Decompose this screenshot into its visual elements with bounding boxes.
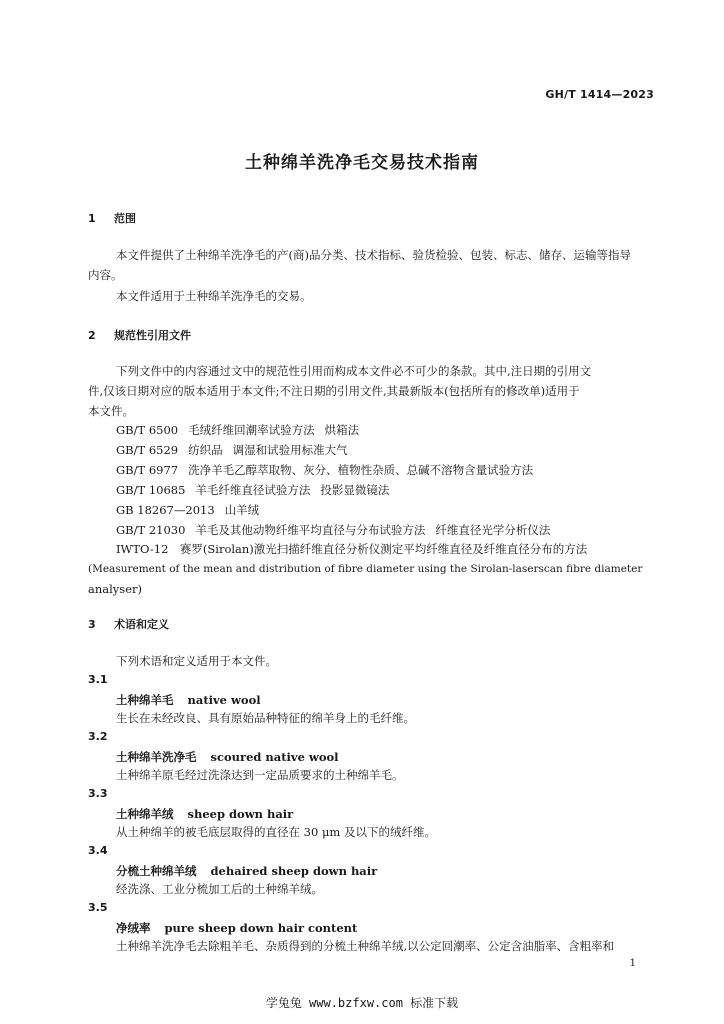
term-en: dehaired sheep down hair — [210, 864, 378, 878]
reference-code: GB/T 21030 — [116, 523, 186, 537]
term-definition: 土种绵羊洗净毛去除粗羊毛、杂质得到的分梳土种绵羊绒,以公定回潮率、公定含油脂率、含粗率和 — [116, 939, 615, 953]
reference-code: GB/T 6977 — [116, 463, 179, 477]
term-number: 3.2 — [88, 730, 108, 743]
reference-item — [116, 523, 550, 537]
term-zh: 净绒率 — [116, 921, 151, 935]
term-heading — [116, 863, 377, 879]
reference-iwto-line1: IWTO-12 赛罗(Sirolan)激光扫描纤维直径分析仪测定平均纤维直径及纤维直径分布的方法 — [116, 542, 588, 556]
reference-extra: 调湿和试验用标准大气 — [232, 443, 348, 457]
term-en: sheep down hair — [187, 807, 294, 821]
term-heading — [116, 920, 357, 936]
section-1-para1-line2: 内容。 — [88, 268, 123, 282]
term-zh: 分梳土种绵羊绒 — [116, 864, 197, 878]
reference-item — [116, 443, 348, 457]
term-definition: 土种绵羊原毛经过洗涤达到一定品质要求的土种绵羊毛。 — [116, 768, 404, 782]
term-number: 3.5 — [88, 901, 108, 914]
reference-iwto-line2: (Measurement of the mean and distribution of fibre diameter using the Sirolan-laserscan fibre diameter — [88, 563, 643, 575]
reference-iwto-line3: analyser) — [88, 582, 142, 596]
page-number: 1 — [629, 958, 636, 969]
term-heading — [116, 749, 339, 765]
section-2-intro-line2: 件,仅该日期对应的版本适用于本文件;不注日期的引用文件,其最新版本(包括所有的修改单)适用于 — [88, 384, 580, 398]
reference-extra: 烘箱法 — [324, 423, 360, 437]
term-number: 3.1 — [88, 673, 108, 686]
section-1-heading — [88, 210, 136, 226]
reference-code: GB/T 6500 — [116, 423, 179, 437]
term-heading — [116, 806, 293, 822]
term-en: scoured native wool — [210, 750, 339, 764]
section-1-number: 1 — [88, 212, 96, 225]
term-definition: 生长在未经改良、具有原始品种特征的绵羊身上的毛纤维。 — [116, 711, 415, 725]
term-zh: 土种绵羊毛 — [116, 693, 174, 707]
section-1-title: 范围 — [114, 212, 136, 225]
section-3-intro: 下列术语和定义适用于本文件。 — [116, 654, 277, 668]
term-en: native wool — [187, 693, 261, 707]
term-definition: 从土种绵羊的被毛底层取得的直径在 30 μm 及以下的绒纤维。 — [116, 825, 436, 839]
section-3-title: 术语和定义 — [114, 618, 169, 631]
term-number: 3.3 — [88, 787, 108, 800]
section-3-number: 3 — [88, 618, 96, 631]
standard-code: GH/T 1414—2023 — [545, 88, 654, 101]
reference-code: GB/T 10685 — [116, 483, 186, 497]
reference-item — [116, 483, 389, 497]
section-3-heading — [88, 616, 169, 632]
section-2-intro-line1: 下列文件中的内容通过文中的规范性引用而构成本文件必不可少的条款。其中,注日期的引用文 — [116, 364, 592, 378]
term-number: 3.4 — [88, 844, 108, 857]
section-2-heading — [88, 327, 191, 343]
footer-watermark: 学兔兔 www.bzfxw.com 标准下载 — [265, 996, 459, 1010]
term-definition: 经洗涤、工业分梳加工后的土种绵羊绒。 — [116, 882, 323, 896]
section-2-title: 规范性引用文件 — [114, 329, 191, 342]
reference-name: 山羊绒 — [224, 503, 260, 517]
reference-code: GB 18267—2013 — [116, 503, 215, 517]
term-en: pure sheep down hair content — [164, 921, 358, 935]
reference-code: GB/T 6529 — [116, 443, 179, 457]
reference-name: 毛绒纤维回潮率试验方法 — [188, 423, 315, 437]
reference-item — [116, 463, 533, 477]
reference-name: 洗净羊毛乙醇萃取物、灰分、植物性杂质、总碱不溶物含量试验方法 — [188, 463, 534, 477]
section-2-intro-line3: 本文件。 — [88, 404, 134, 418]
section-2-number: 2 — [88, 329, 96, 342]
reference-name: 纺织品 — [188, 443, 223, 457]
reference-name: 羊毛纤维直径试验方法 — [195, 483, 311, 497]
reference-item — [116, 503, 259, 517]
reference-extra: 纤维直径光学分析仪法 — [435, 523, 551, 537]
section-1-para2: 本文件适用于土种绵羊洗净毛的交易。 — [116, 289, 312, 303]
reference-extra: 投影显微镜法 — [320, 483, 390, 497]
reference-name: 羊毛及其他动物纤维平均直径与分布试验方法 — [195, 523, 426, 537]
section-1-para1-line1: 本文件提供了土种绵羊洗净毛的产(商)品分类、技术指标、验货检验、包装、标志、储存、运输等指导 — [116, 248, 631, 262]
term-zh: 土种绵羊洗净毛 — [116, 750, 197, 764]
term-heading — [116, 692, 261, 708]
document-title: 土种绵羊洗净毛交易技术指南 — [245, 153, 479, 173]
term-zh: 土种绵羊绒 — [116, 807, 174, 821]
reference-item — [116, 423, 359, 437]
